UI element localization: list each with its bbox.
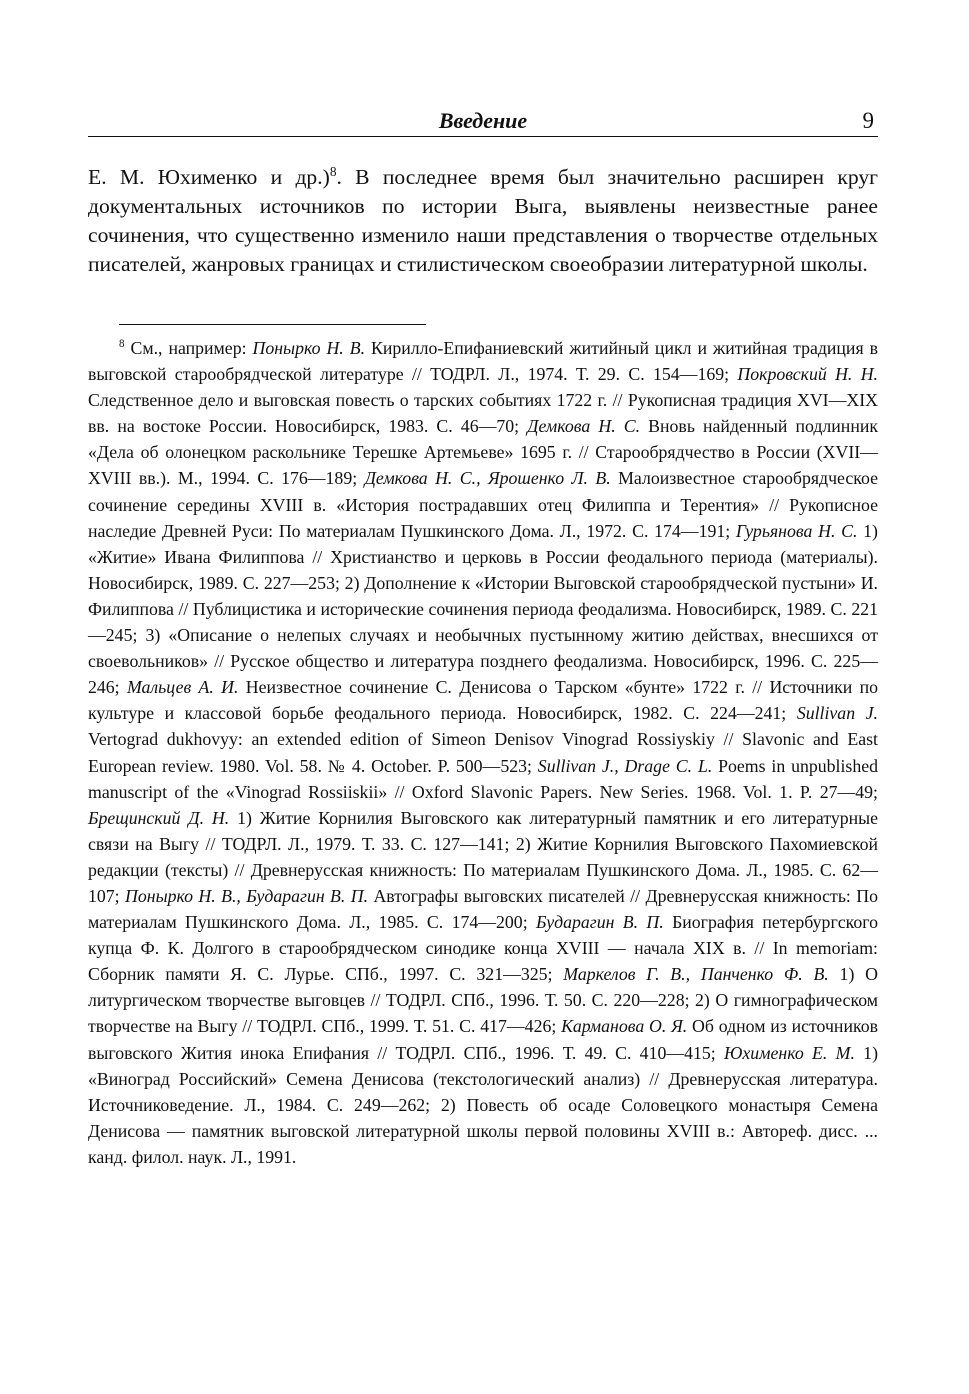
footnote-text: Малоизвестное старообрядческое сочинение середины XVIII в. «История пострадавших отец Филиппа и Терентия» // Рукописное наследие Древней Руси: По материалам Пушкинского Дома. Л., 1972. С. 174—191;: [88, 468, 878, 541]
footnote-text: Неизвестное сочинение С. Денисова о Тарском «бунте» 1722 г. // Источники по культуре и классовой борьбе феодального периода. Новосибирск, 1982. С. 224—241;: [88, 677, 878, 724]
footnote-author: Демкова Н. С., Ярошенко Л. В.: [364, 468, 611, 489]
footnote-reference: 8: [329, 163, 337, 179]
page-number: 9: [862, 108, 874, 133]
footnote-author: Мальцев А. И.: [126, 677, 239, 698]
footnote-text: См., например:: [124, 338, 253, 358]
footnote-separator: [119, 324, 426, 325]
paragraph-lead: Е. М. Юхименко и др.): [88, 165, 330, 189]
body-paragraph: [88, 163, 878, 279]
footnote-author: Брещинский Д. Н.: [88, 807, 230, 828]
footnote-author: Бударагин В. П.: [535, 912, 664, 933]
footnote-author: Маркелов Г. В., Панченко Ф. В.: [563, 964, 829, 985]
footnote-author: Sullivan J., Drage C. L.: [537, 755, 713, 776]
footnote-author: Юхименко Е. М.: [724, 1042, 855, 1063]
footnote-author: Покровский Н. Н.: [737, 364, 878, 385]
footnote-text: Кирилло-Епифаниевский житийный цикл и житийная традиция в выговской старообрядческой литературе // ТОДРЛ. Л., 1974. Т. 29. С. 154—169;: [88, 338, 878, 385]
footnote-author: Гурьянова Н. С.: [735, 520, 858, 541]
footnote-author: Понырко Н. В.: [252, 338, 366, 358]
footnote-text: Следственное дело и выговская повесть о тарских событиях 1722 г. // Рукописная традиция XVI—XIX вв. на востоке России. Новосибирск, 1983. С. 46—70;: [88, 390, 878, 437]
footnote-text: Vertograd dukhovyy: an extended edition of Simeon Denisov Vinograd Rossiyskiy // Slavonic and East European review. 1980. Vol. 58. № 4. October. P. 500—523;: [88, 729, 878, 776]
footnote-text: 1) «Виноград Российский» Семена Денисова (текстологический анализ) // Древнерусская литература. Источниковедение. Л., 1984. С. 249—262; 2) Повесть об осаде Соловецкого монастыря Семена Денисова — памятник выговской литературной школы первой половины XVIII в.: Автореф. дисс. ... канд. филол. наук. Л., 1991.: [88, 1042, 878, 1167]
footnote: [88, 335, 878, 1170]
footnote-text: Автографы выговских писателей // Древнерусская книжность: По материалам Пушкинского Дома. Л., 1985. С. 174—200;: [88, 885, 878, 933]
footnote-text: 1) О литургическом творчестве выговцев // ТОДРЛ. СПб., 1996. Т. 50. С. 220—228; 2) О гимнографическом творчестве на Выгу // ТОДРЛ. СПб., 1999. Т. 51. С. 417—426;: [88, 964, 878, 1037]
running-title: Введение: [438, 108, 528, 133]
footnote-text: Poems in unpublished manuscript of the «Vinograd Rossiiskii» // Oxford Slavonic Papers. New Series. 1968. Vol. 1. P. 27—49;: [88, 755, 878, 802]
footnote-text: Вновь найденный подлинник «Дела об олонецком раскольнике Терешке Артемьеве» 1695 г. // Старообрядчество в России (XVII—XVIII вв.). М., 1994. С. 176—189;: [88, 416, 878, 489]
footnote-author: Демкова Н. С.: [527, 416, 641, 437]
footnote-text: 1) «Житие» Ивана Филиппова // Христианство и церковь в России феодального периода (материалы). Новосибирск, 1989. С. 227—253; 2) Дополнение к «Истории Выговской старообрядческой пустыни» И. Филиппова // Публицистика и исторические сочинения периода феодализма. Новосибирск, 1989. С. 221—245; 3) «Описание о нелепых случаях и необычных пустынному житию действах, внесшихся от своевольников» // Русское общество и литература позднего феодализма. Новосибирск, 1996. С. 225—246;: [88, 520, 878, 698]
footnote-author: Понырко Н. В., Бударагин В. П.: [125, 885, 369, 906]
footnote-text: 1) Житие Корнилия Выговского как литературный памятник и его литературные связи на Выгу // ТОДРЛ. Л., 1979. Т. 33. С. 127—141; 2) Житие Корнилия Выговского Пахомиевской редакции (тексты) // Древнерусская книжность: По материалам Пушкинского Дома. Л., 1985. С. 62—107;: [88, 807, 878, 906]
running-header: [88, 106, 878, 136]
footnote-text: Об одном из источников выговского Жития инока Епифания // ТОДРЛ. СПб., 1996. Т. 49. С. 410—415;: [88, 1016, 878, 1063]
footnote-marker: 8: [119, 338, 125, 351]
footnote-author: Sullivan J.: [796, 703, 878, 724]
paragraph-rest: . В последнее время был значительно расширен круг документальных источников по истории Выга, выявлены неизвестные ранее сочинения, что существенно изменило наши представления о творчестве отдельных писателей, жанровых границах и стилистическом своеобразии литературной школы.: [88, 165, 878, 276]
footnote-author: Карманова О. Я.: [561, 1016, 688, 1037]
header-rule: [88, 136, 878, 137]
footnote-text: Биография петербургского купца Ф. К. Долгого в старообрядческом синодике конца XVIII — начала XIX в. // In memoriam: Сборник памяти Я. С. Лурье. СПб., 1997. С. 321—325;: [88, 912, 878, 985]
